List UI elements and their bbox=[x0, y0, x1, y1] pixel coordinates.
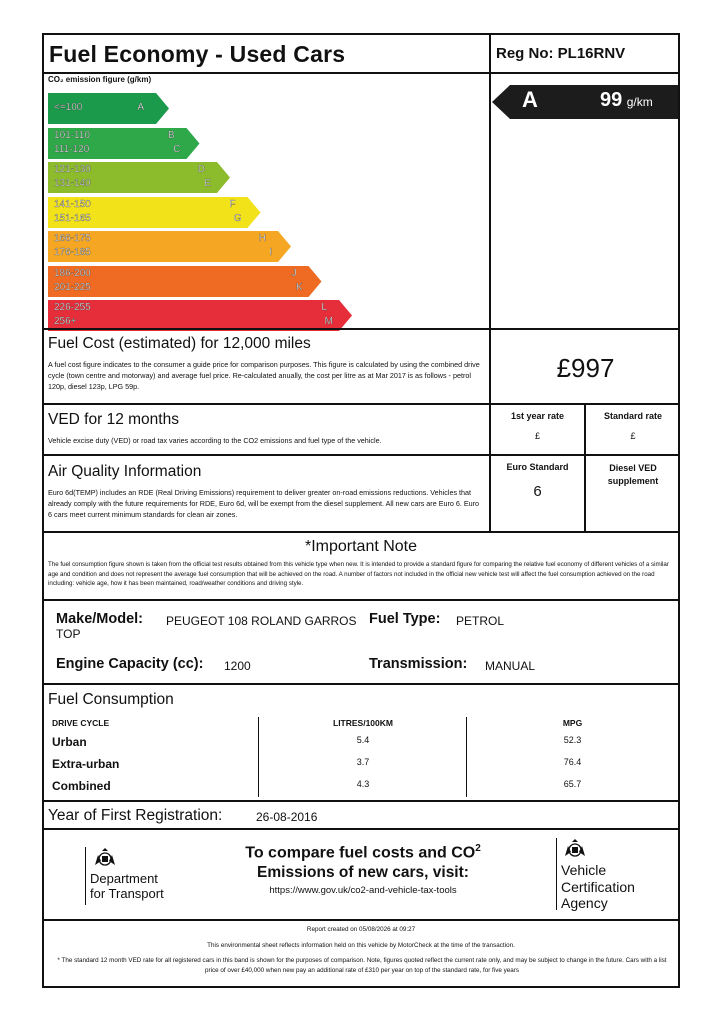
row-litres: 5.4 bbox=[356, 735, 370, 745]
report-created: Report created on 05/08/2026 at 09:27 bbox=[306, 926, 416, 933]
band-range: 111-120 bbox=[54, 143, 90, 155]
band-range: 226-255 bbox=[54, 302, 91, 313]
make-model-value-cont: TOP bbox=[56, 627, 81, 641]
vca-line3: Agency bbox=[561, 895, 608, 911]
ved-description: Vehicle excise duty (VED) or road tax varies according to the CO2 emissions and fuel type of the vehicle. bbox=[48, 436, 382, 445]
dft-line1: Department bbox=[90, 871, 158, 886]
divider bbox=[44, 919, 678, 921]
band-range: 101-110 bbox=[54, 129, 90, 141]
rating-letter: A bbox=[522, 87, 538, 112]
royal-crest-icon bbox=[92, 847, 118, 874]
band-letter: A bbox=[137, 102, 144, 113]
vca-line1: Vehicle bbox=[561, 862, 607, 878]
make-model-value: PEUGEOT 108 ROLAND GARROS bbox=[166, 614, 357, 628]
vca-line2: Certification bbox=[561, 878, 635, 895]
band-range: 201-225 bbox=[54, 281, 91, 293]
fuel-cost-value: £997 bbox=[556, 353, 615, 383]
band-letter: C bbox=[173, 143, 181, 155]
band-range: 121-130 bbox=[54, 164, 91, 175]
emission-rating-arrow bbox=[492, 85, 678, 121]
air-quality-description: Euro 6d(TEMP) includes an RDE (Real Driving Emissions) requirement to deliver greater on-road emissions reductions. Vehicles that already comply with the future requirements for RDE, Euro 6d, will be exempt from the diesel supplement. All new cars are Euro 6. Euro 6 cars meet current minimum standards for clean air zones. bbox=[48, 488, 480, 519]
band-range: <=100 bbox=[54, 102, 83, 113]
band-letter: K bbox=[295, 281, 303, 293]
col-mpg: MPG bbox=[562, 718, 583, 728]
important-note-text: The fuel consumption figure shown is taken from the official test results obtained from this vehicle type when new. It is intended to provide a standard figure for comparing the relative fuel economy of different vehicles of a similar age and condition and does not represent the average fuel consumption that will be achieved on the road. A number of factors not included in the official new vehicle test will affect the fuel consumption achieved on the road including: vehicle age, how it has been maintained, road/weather conditions and driving style. bbox=[48, 561, 669, 587]
emission-band bbox=[48, 231, 291, 262]
band-range: 141-150 bbox=[54, 198, 91, 210]
dft-bar bbox=[85, 847, 86, 905]
divider bbox=[44, 683, 678, 685]
vca-logo-text bbox=[561, 862, 635, 912]
band-letter: B bbox=[167, 129, 175, 141]
sheet-info: This environmental sheet reflects information held on this vehicle by MotorCheck at the time of the transaction. bbox=[207, 942, 515, 949]
row-mpg: 76.4 bbox=[563, 757, 582, 767]
band-letter: E bbox=[204, 178, 211, 189]
row-mpg: 52.3 bbox=[563, 735, 582, 745]
first-year-rate-value: £ bbox=[534, 431, 540, 441]
divider bbox=[44, 531, 678, 533]
divider bbox=[44, 828, 678, 830]
band-letter: H bbox=[258, 233, 266, 244]
compare-url-link[interactable]: https://www.gov.uk/co2-and-vehicle-tax-tools bbox=[269, 885, 457, 897]
fuel-cost-description: A fuel cost figure indicates to the consumer a guide price for comparison purposes. This figure is calculated by using the combined drive cycle (town centre and motorway) and average fuel price. Re-calculated anually, the cost per litre as at Mar 2017 is as follows - petrol 120p, diesel 123p, LPG 59p. bbox=[48, 360, 480, 391]
reg-number: Reg No: PL16RNV bbox=[496, 45, 626, 62]
compare-text bbox=[204, 843, 522, 896]
band-letter: J bbox=[291, 267, 297, 279]
band-range: 176-185 bbox=[54, 247, 91, 258]
divider bbox=[44, 403, 678, 405]
band-range: 186-200 bbox=[54, 267, 91, 279]
fuel-economy-sheet bbox=[42, 33, 680, 988]
band-range: 131-140 bbox=[54, 178, 91, 189]
row-litres: 4.3 bbox=[356, 779, 370, 789]
air-quality-title: Air Quality Information bbox=[48, 463, 202, 480]
band-letter: F bbox=[229, 198, 236, 210]
vca-bar bbox=[556, 838, 557, 910]
ved-title: VED for 12 months bbox=[48, 411, 179, 428]
registration-value: 26-08-2016 bbox=[256, 810, 318, 824]
divider bbox=[44, 800, 678, 802]
divider bbox=[44, 599, 678, 601]
rating-value: 99 bbox=[600, 89, 623, 111]
transmission-value: MANUAL bbox=[485, 659, 536, 673]
row-mpg: 65.7 bbox=[563, 779, 582, 789]
divider bbox=[44, 72, 678, 74]
band-range: 256+ bbox=[54, 316, 77, 327]
band-range: 151-165 bbox=[54, 212, 91, 224]
divider bbox=[44, 328, 678, 330]
engine-capacity-value: 1200 bbox=[224, 659, 251, 673]
band-letter: D bbox=[197, 164, 205, 175]
compare-line1: To compare fuel costs and $CO^2$ bbox=[245, 843, 481, 862]
emission-band bbox=[48, 93, 169, 124]
divider bbox=[44, 454, 678, 456]
dft-logo-text bbox=[90, 871, 164, 901]
registration-label: Year of First Registration: bbox=[48, 807, 223, 824]
emission-band bbox=[48, 300, 352, 331]
compare-line2: Emissions of new cars, visit: bbox=[257, 864, 469, 882]
euro-standard-label: Euro Standard bbox=[506, 462, 569, 472]
standard-rate-value: £ bbox=[630, 431, 636, 441]
emission-caption: CO₂ emission figure (g/km) bbox=[48, 75, 152, 84]
band-letter: I bbox=[269, 247, 272, 258]
royal-crest-icon bbox=[562, 838, 588, 865]
consumption-title: Fuel Consumption bbox=[48, 691, 174, 708]
emission-band bbox=[48, 197, 261, 228]
band-letter: G bbox=[233, 212, 242, 224]
standard-rate-label: Standard rate bbox=[603, 411, 663, 421]
emission-band bbox=[48, 266, 322, 297]
fuel-type-label: Fuel Type: bbox=[369, 611, 441, 627]
band-letter: M bbox=[324, 316, 333, 327]
transmission-label: Transmission: bbox=[369, 656, 468, 672]
divider bbox=[584, 403, 586, 533]
fuel-type-value: PETROL bbox=[456, 614, 505, 628]
row-litres: 3.7 bbox=[356, 757, 370, 767]
col-litres: LITRES/100KM bbox=[333, 718, 393, 728]
emission-band bbox=[48, 162, 230, 193]
rating-unit: g/km bbox=[626, 95, 653, 109]
rating-value-wrap bbox=[600, 89, 653, 112]
make-model-label: Make/Model: bbox=[56, 611, 144, 627]
band-range: 166-175 bbox=[54, 233, 91, 244]
euro-standard-value: 6 bbox=[533, 483, 542, 500]
emission-band bbox=[48, 128, 200, 159]
dft-line2: for Transport bbox=[90, 886, 164, 901]
row-cycle: Extra-urban bbox=[52, 757, 120, 771]
footer-disclaimer: * The standard 12 month VED rate for all registered cars in this band is shown for the purposes of comparison. Note, figures quoted reflect the current rate only, and may be subject to change in the future. Cars with a list price of over £40,000 when new pay an additional rate of £310 per year on top of the standard rate, for five years bbox=[57, 957, 667, 974]
row-cycle: Urban bbox=[52, 735, 87, 749]
fuel-cost-title: Fuel Cost (estimated) for 12,000 miles bbox=[48, 335, 311, 352]
page-title: Fuel Economy - Used Cars bbox=[49, 41, 346, 67]
important-note-title: *Important Note bbox=[304, 538, 418, 555]
header-divider bbox=[489, 35, 491, 330]
first-year-rate-label: 1st year rate bbox=[510, 411, 565, 421]
band-letter: L bbox=[321, 302, 327, 313]
row-cycle: Combined bbox=[52, 779, 111, 793]
col-drive-cycle: DRIVE CYCLE bbox=[52, 718, 110, 728]
engine-capacity-label: Engine Capacity (cc): bbox=[56, 656, 204, 672]
diesel-ved-label: Diesel VED supplement bbox=[607, 463, 659, 486]
